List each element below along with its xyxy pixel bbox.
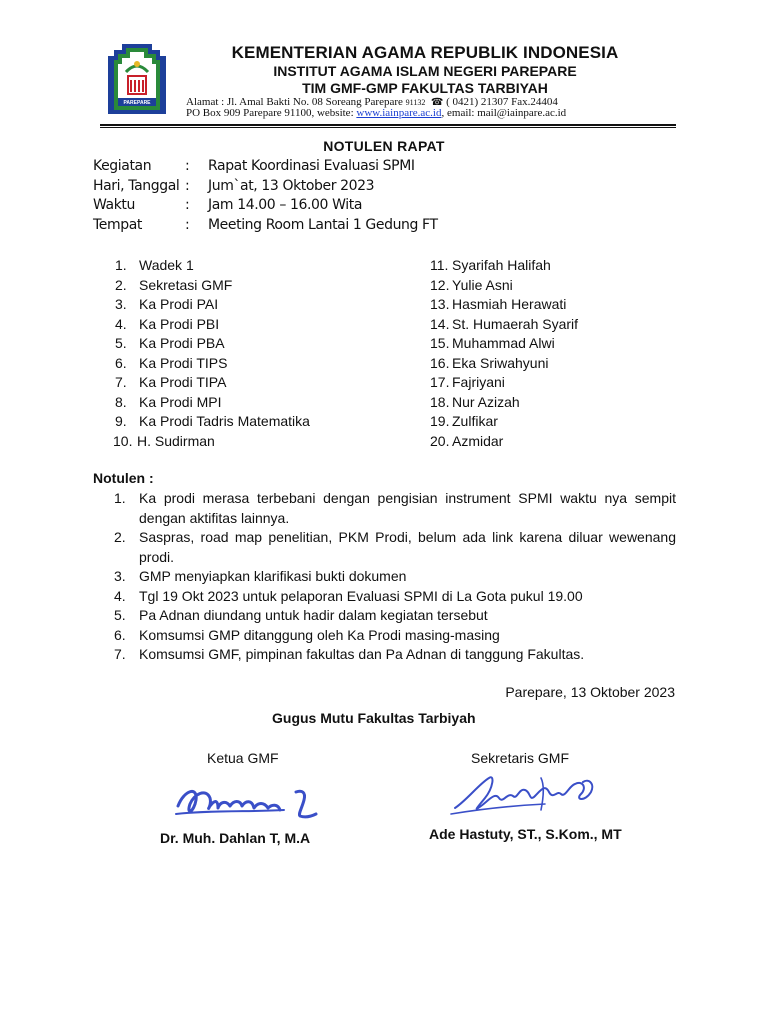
address-phone: ( 0421) 21307 Fax.24404	[443, 96, 558, 108]
list-number: 13.	[430, 296, 450, 312]
list-item	[430, 354, 578, 374]
attendee-name: Fajriyani	[452, 374, 505, 390]
list-item	[114, 626, 676, 646]
address-zip: 91132	[405, 98, 426, 107]
list-number: 11.	[430, 257, 449, 273]
attendee-name: Zulfikar	[452, 413, 498, 429]
address-street: Alamat : Jl. Amal Bakti No. 08 Soreang Parepare	[186, 96, 406, 108]
institute-name: INSTITUT AGAMA ISLAM NEGERI PAREPARE	[273, 63, 577, 79]
info-label: Kegiatan	[93, 158, 152, 174]
notes-list	[114, 489, 676, 665]
list-number: 2.	[115, 276, 127, 293]
list-number: 10.	[113, 432, 133, 449]
ministry-name: KEMENTERIAN AGAMA REPUBLIK INDONESIA	[231, 43, 619, 62]
info-row	[93, 196, 493, 216]
list-item	[430, 334, 578, 354]
info-row	[93, 157, 493, 177]
telephone-icon: ☎	[430, 97, 444, 108]
left-signer-name: Dr. Muh. Dahlan T, M.A	[160, 830, 311, 846]
iain-parepare-logo	[104, 42, 170, 120]
note-text: Komsumsi GMF, pimpinan fakultas dan Pa Adnan di tanggung Fakultas.	[139, 646, 585, 662]
list-item	[115, 373, 310, 393]
right-signer-name: Ade Hastuty, ST., S.Kom., MT	[429, 826, 622, 842]
place-date: Parepare, 13 Oktober 2023	[505, 684, 675, 700]
letterhead-rule-thick	[100, 124, 676, 126]
info-value: Rapat Koordinasi Evaluasi SPMI	[208, 158, 415, 174]
info-colon: :	[185, 177, 190, 194]
note-text: Ka prodi merasa terbebani dengan pengisian instrument SPMI waktu nya sempit dengan aktifitas lainnya.	[139, 490, 676, 526]
letterhead-text	[180, 42, 670, 97]
note-text: Saspras, road map penelitian, PKM Prodi, belum ada link karena diluar wewenang prodi.	[139, 529, 676, 565]
document-title: NOTULEN RAPAT	[323, 138, 445, 154]
left-signer-role: Ketua GMF	[207, 750, 279, 766]
list-item	[115, 276, 310, 296]
list-number: 14.	[430, 315, 450, 332]
attendee-name: Syarifah Halifah	[452, 257, 551, 273]
address-email: , email: mail@iainpare.ac.id	[441, 107, 567, 119]
attendee-name: Ka Prodi PAI	[139, 296, 219, 312]
attendee-name: St. Humaerah Syarif	[452, 315, 579, 332]
meeting-info	[93, 157, 493, 235]
list-item	[115, 256, 310, 276]
attendee-name: Ka Prodi PBA	[139, 335, 225, 351]
logo-text: PAREPARE	[123, 100, 151, 106]
attendee-name: Azmidar	[452, 432, 504, 449]
list-number: 1.	[114, 490, 126, 506]
list-number: 3.	[115, 296, 127, 312]
info-colon: :	[185, 158, 190, 174]
list-number: 7.	[114, 646, 126, 662]
team-name: TIM GMF-GMP FAKULTAS TARBIYAH	[302, 80, 548, 96]
info-colon: :	[185, 216, 190, 233]
list-item	[430, 432, 578, 452]
list-item	[114, 567, 676, 587]
list-item	[430, 256, 578, 276]
list-item	[430, 373, 578, 393]
attendee-name: Ka Prodi PBI	[139, 315, 220, 332]
note-text: Tgl 19 Okt 2023 untuk pelaporan Evaluasi SPMI di La Gota pukul 19.00	[139, 587, 583, 604]
address-line-2	[186, 107, 676, 119]
list-number: 18.	[430, 393, 450, 410]
list-number: 19.	[430, 413, 450, 429]
list-number: 12.	[430, 276, 450, 293]
info-row	[93, 216, 493, 236]
list-number: 6.	[114, 626, 126, 643]
attendee-name: Yulie Asni	[452, 276, 513, 293]
list-number: 4.	[115, 315, 127, 332]
attendee-name: Sekretasi GMF	[139, 276, 233, 293]
list-item	[115, 334, 310, 354]
list-number: 16.	[430, 354, 450, 371]
right-signer-role: Sekretaris GMF	[471, 750, 570, 766]
list-item	[430, 393, 578, 413]
list-item	[430, 276, 578, 296]
attendee-name: H. Sudirman	[137, 432, 215, 449]
list-number: 1.	[115, 257, 127, 273]
info-colon: :	[185, 197, 190, 213]
info-label: Tempat	[93, 216, 142, 233]
list-item	[115, 393, 310, 413]
list-item	[114, 528, 676, 567]
list-number: 2.	[114, 529, 126, 545]
attendee-name: Muhammad Alwi	[452, 335, 555, 351]
note-text: Pa Adnan diundang untuk hadir dalam kegiatan tersebut	[139, 607, 488, 623]
list-number: 5.	[114, 607, 126, 623]
info-value: Jum`at, 13 Oktober 2023	[208, 177, 375, 194]
list-item	[114, 489, 676, 528]
list-item	[114, 587, 676, 607]
info-label: Waktu	[93, 197, 135, 213]
website-link[interactable]: www.iainpare.ac.id	[356, 107, 442, 119]
list-item	[114, 606, 676, 626]
left-signature	[172, 780, 322, 824]
list-item	[115, 354, 310, 374]
attendee-name: Ka Prodi MPI	[139, 393, 222, 410]
info-value: Jam 14.00 – 16.00 Wita	[208, 197, 362, 213]
attendee-name: Wadek 1	[139, 257, 194, 273]
info-value: Meeting Room Lantai 1 Gedung FT	[208, 216, 438, 233]
notulen-heading: Notulen :	[93, 470, 154, 486]
attendee-name: Eka Sriwahyuni	[452, 354, 549, 371]
list-item	[430, 315, 578, 335]
address-pobox: PO Box 909 Parepare 91100, website:	[186, 107, 357, 119]
note-text: Komsumsi GMP ditanggung oleh Ka Prodi masing-masing	[139, 626, 500, 643]
list-item	[114, 645, 676, 665]
attendee-name: Ka Prodi TIPS	[139, 354, 228, 371]
list-number: 8.	[115, 393, 127, 410]
list-number: 20.	[430, 432, 450, 449]
list-number: 17.	[430, 374, 450, 390]
list-number: 7.	[115, 374, 127, 390]
info-label: Hari, Tanggal	[93, 177, 180, 194]
letterhead-rule-thin	[100, 127, 676, 128]
list-item	[113, 432, 308, 452]
attendee-name: Ka Prodi TIPA	[139, 374, 227, 390]
info-row	[93, 177, 493, 197]
list-number: 3.	[114, 568, 126, 584]
attendee-name: Ka Prodi Tadris Matematika	[139, 413, 310, 429]
note-text: GMP menyiapkan klarifikasi bukti dokumen	[139, 568, 407, 584]
right-signature	[445, 770, 605, 820]
list-number: 4.	[114, 587, 126, 604]
organization-name: Gugus Mutu Fakultas Tarbiyah	[272, 710, 476, 726]
list-item	[115, 412, 310, 432]
list-item	[430, 412, 578, 432]
list-number: 6.	[115, 354, 127, 371]
attendees-left-column	[115, 256, 310, 451]
list-number: 9.	[115, 413, 127, 429]
list-item	[115, 295, 310, 315]
list-number: 15.	[430, 335, 450, 351]
attendees-right-column	[430, 256, 578, 451]
list-item	[430, 295, 578, 315]
attendee-name: Hasmiah Herawati	[452, 296, 567, 312]
list-item	[115, 315, 310, 335]
list-number: 5.	[115, 335, 127, 351]
attendee-name: Nur Azizah	[452, 393, 520, 410]
